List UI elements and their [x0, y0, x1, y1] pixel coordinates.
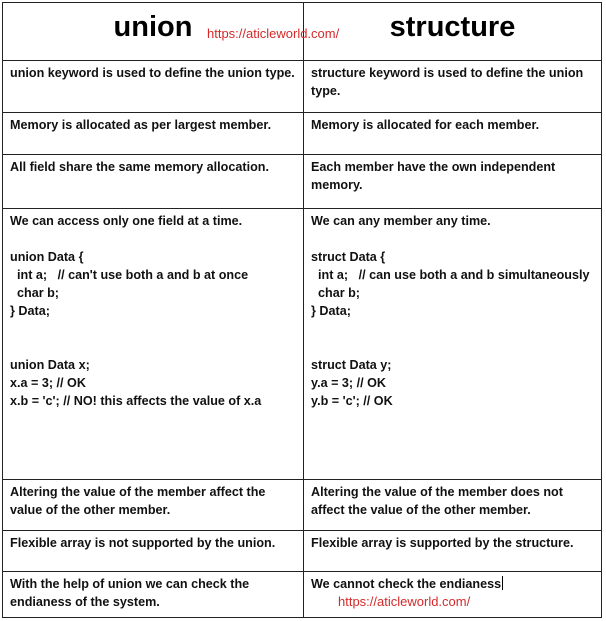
table-row	[3, 572, 601, 617]
union-cell: Flexible array is not supported by the union.	[3, 531, 304, 571]
table-row	[3, 61, 601, 113]
structure-code-example-cell: We can any member any time. struct Data { int a; // can use both a and b simultaneously char b; } Data; struct Data y; y.a = 3; // OK y.b = 'c'; // OK	[311, 214, 590, 408]
structure-cell: Flexible array is supported by the structure.	[311, 536, 574, 550]
watermark-url-top: https://aticleworld.com/	[207, 26, 340, 41]
table-row	[3, 531, 601, 572]
structure-cell: Memory is allocated for each member.	[311, 118, 540, 132]
table-row	[3, 113, 601, 155]
structure-cell: structure keyword is used to define the union type.	[311, 66, 587, 98]
union-cell: With the help of union we can check the endianess of the system.	[3, 572, 304, 617]
table-row	[3, 155, 601, 209]
union-column-heading: union	[3, 3, 304, 60]
table-row	[3, 480, 601, 531]
structure-cell-text: We cannot check the endianess	[311, 577, 502, 591]
union-code-example-cell: We can access only one field at a time. union Data { int a; // can't use both a and b at once char b; } Data; union Data x; x.a = 3; // OK x.b = 'c'; // NO! this affects the value of x.a	[3, 209, 304, 479]
text-cursor	[502, 576, 503, 590]
structure-column-heading: structure	[389, 11, 516, 43]
union-cell: All field share the same memory allocation.	[3, 155, 304, 208]
table-row	[3, 209, 601, 480]
comparison-table	[2, 2, 602, 618]
union-cell: Memory is allocated as per largest member.	[3, 113, 304, 154]
union-cell: union keyword is used to define the union type.	[3, 61, 304, 112]
watermark-url-bottom: https://aticleworld.com/	[338, 594, 471, 609]
union-cell: Altering the value of the member affect the value of the other member.	[3, 480, 304, 530]
structure-cell: Each member have the own independent memory.	[311, 160, 559, 192]
structure-cell: Altering the value of the member does not affect the value of the other member.	[311, 485, 567, 517]
